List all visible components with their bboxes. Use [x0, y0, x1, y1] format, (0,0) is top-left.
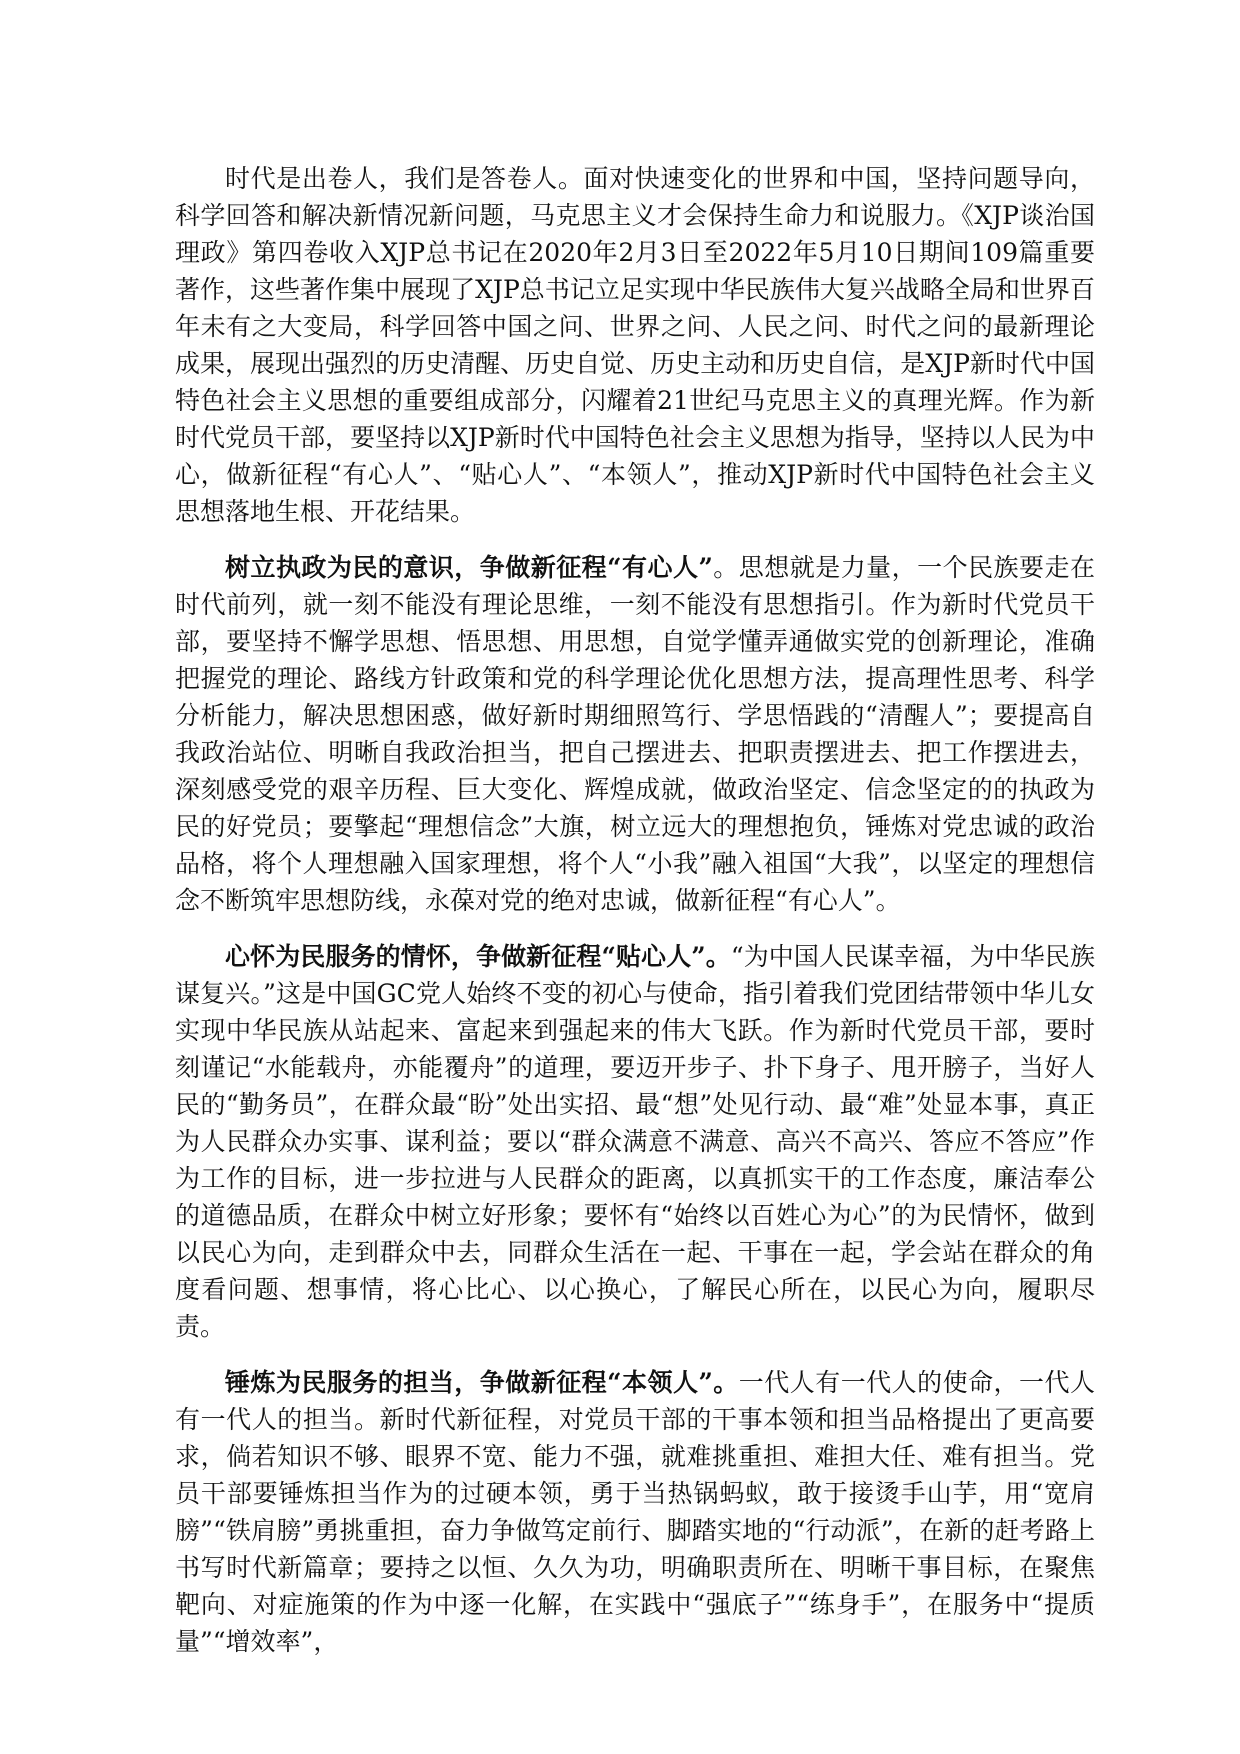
- section-heading-heart: 树立执政为民的意识，争做新征程“有心人”: [225, 553, 713, 582]
- section-text-heart: 。思想就是力量，一个民族要走在时代前列，就一刻不能没有理论思维，一刻不能没有思想指引。作为新时代党员干部，要坚持不懈学思想、悟思想、用思想，自觉学懂弄通做实党的创新理论，准确把握党的理论、路线方针政策和党的科学理论优化思想方法，提高理性思考、科学分析能力，解决思想困惑，做好新时期细照笃行、学思悟践的“清醒人”；要提高自我政治站位、明晰自我政治担当，把自己摆进去、把职责摆进去、把工作摆进去，深刻感受党的艰辛历程、巨大变化、辉煌成就，做政治坚定、信念坚定的的执政为民的好党员；要擎起“理想信念”大旗，树立远大的理想抱负，锤炼对党忠诚的政治品格，将个人理想融入国家理想，将个人“小我”融入祖国“大我”，以坚定的理想信念不断筑牢思想防线，永葆对党的绝对忠诚，做新征程“有心人”。: [175, 553, 1095, 915]
- section-heading-caring: 心怀为民服务的情怀，争做新征程“贴心人”。: [225, 942, 731, 971]
- section-paragraph-heart: [175, 549, 1095, 919]
- intro-paragraph-text: 时代是出卷人，我们是答卷人。面对快速变化的世界和中国，坚持问题导向，科学回答和解决新情况新问题，马克思主义才会保持生命力和说服力。《XJP谈治国理政》第四卷收入XJP总书记在2020年2月3日至2022年5月10日期间109篇重要著作，这些著作集中展现了XJP总书记立足实现中华民族伟大复兴战略全局和世界百年未有之大变局，科学回答中国之问、世界之问、人民之问、时代之问的最新理论成果，展现出强烈的历史清醒、历史自觉、历史主动和历史自信，是XJP新时代中国特色社会主义思想的重要组成部分，闪耀着21世纪马克思主义的真理光辉。作为新时代党员干部，要坚持以XJP新时代中国特色社会主义思想为指导，坚持以人民为中心，做新征程“有心人”、“贴心人”、“本领人”，推动XJP新时代中国特色社会主义思想落地生根、开花结果。: [175, 164, 1095, 526]
- section-text-capable: 一代人有一代人的使命，一代人有一代人的担当。新时代新征程，对党员干部的干事本领和担当品格提出了更高要求，倘若知识不够、眼界不宽、能力不强，就难挑重担、难担大任、难有担当。党员干部要锤炼担当作为的过硬本领，勇于当热锅蚂蚁，敢于接烫手山芋，用“宽肩膀”“铁肩膀”勇挑重担，奋力争做笃定前行、脚踏实地的“行动派”，在新的赶考路上书写时代新篇章；要持之以恒、久久为功，明确职责所在、明晰干事目标，在聚焦靶向、对症施策的作为中逐一化解，在实践中“强底子”“练身手”，在服务中“提质量”“增效率”，: [175, 1368, 1095, 1656]
- document-body: [175, 160, 1095, 1679]
- intro-paragraph: [175, 160, 1095, 530]
- section-paragraph-capable: [175, 1364, 1095, 1660]
- section-text-caring: “为中国人民谋幸福，为中华民族谋复兴。”这是中国GC党人始终不变的初心与使命，指引着我们党团结带领中华儿女实现中华民族从站起来、富起来到强起来的伟大飞跃。作为新时代党员干部，要时刻谨记“水能载舟，亦能覆舟”的道理，要迈开步子、扑下身子、甩开膀子，当好人民的“勤务员”，在群众最“盼”处出实招、最“想”处见行动、最“难”处显本事，真正为人民群众办实事、谋利益；要以“群众满意不满意、高兴不高兴、答应不答应”作为工作的目标，进一步拉进与人民群众的距离，以真抓实干的工作态度，廉洁奉公的道德品质，在群众中树立好形象；要怀有“始终以百姓心为心”的为民情怀，做到以民心为向，走到群众中去，同群众生活在一起、干事在一起，学会站在群众的角度看问题、想事情，将心比心、以心换心，了解民心所在，以民心为向，履职尽责。: [175, 942, 1095, 1341]
- section-heading-capable: 锤炼为民服务的担当，争做新征程“本领人”。: [225, 1368, 739, 1397]
- section-paragraph-caring: [175, 938, 1095, 1345]
